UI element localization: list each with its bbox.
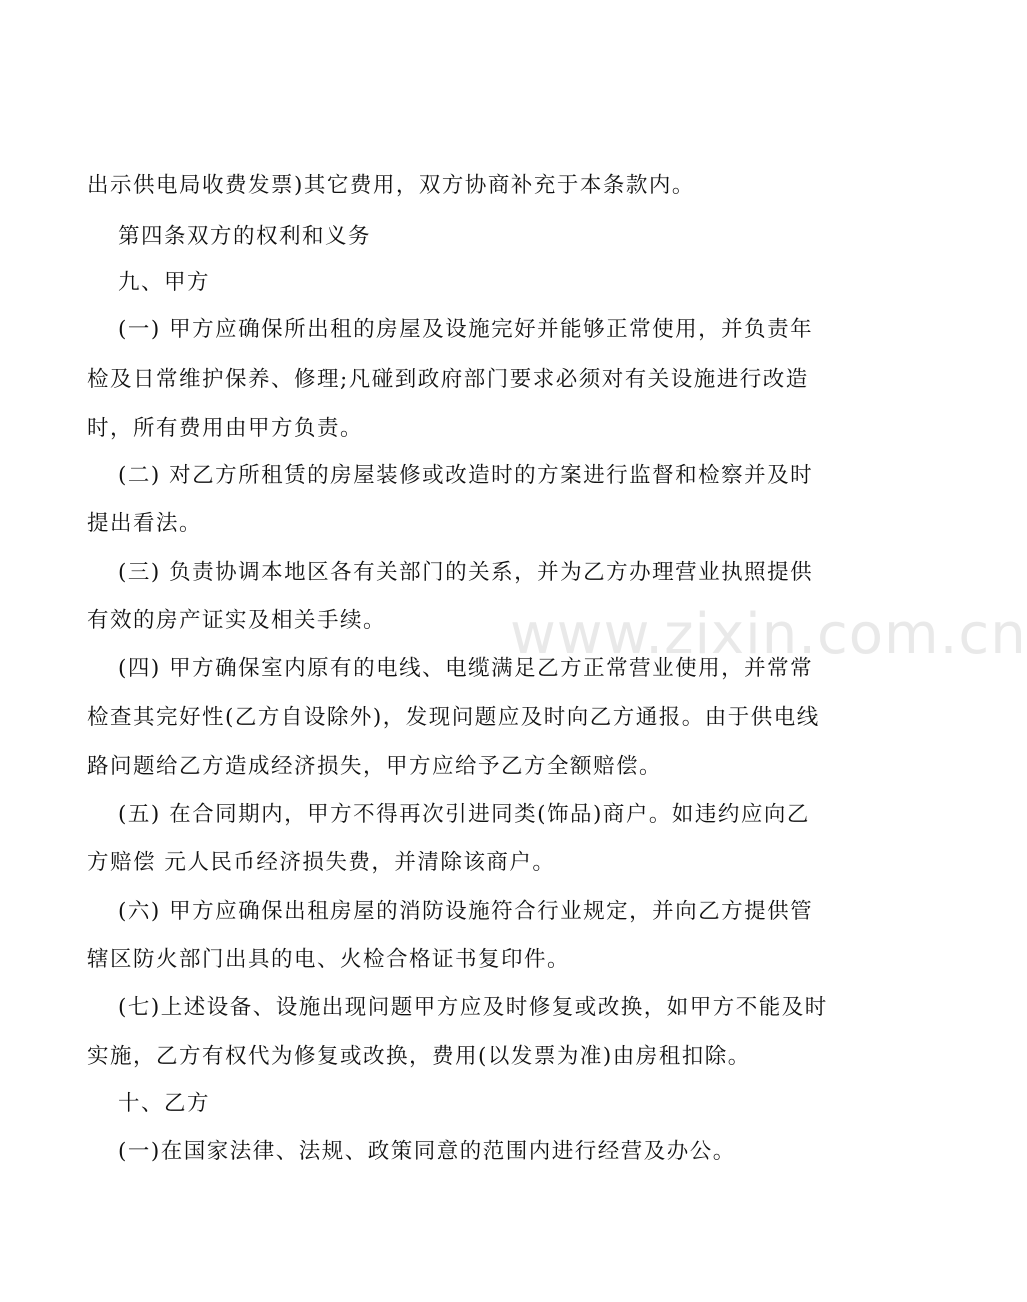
text-line: 出示供电局收费发票)其它费用，双方协商补充于本条款内。 [87,173,695,198]
text-line: (一)在国家法律、法规、政策同意的范围内进行经营及办公。 [118,1139,736,1164]
text-line: 方赔偿 元人民币经济损失费，并清除该商户。 [87,850,556,875]
text-line: 有效的房产证实及相关手续。 [87,608,387,633]
text-line: 检及日常维护保养、修理;凡碰到政府部门要求必须对有关设施进行改造 [87,367,809,392]
text-line: (六) 甲方应确保出租房屋的消防设施符合行业规定，并向乙方提供管 [118,899,814,924]
subsection-heading: 九、甲方 [118,270,211,295]
section-heading: 第四条双方的权利和义务 [118,224,372,249]
text-line: (七)上述设备、设施出现问题甲方应及时修复或改换，如甲方不能及时 [118,995,828,1020]
text-line: 辖区防火部门出具的电、火检合格证书复印件。 [87,947,571,972]
subsection-heading: 十、乙方 [118,1091,211,1116]
watermark: www.zixin.com.cn [510,602,1027,667]
text-line: 提出看法。 [87,511,203,536]
text-line: (一) 甲方应确保所出租的房屋及设施完好并能够正常使用，并负责年 [118,317,814,342]
text-line: 实施，乙方有权代为修复或改换，费用(以发票为准)由房租扣除。 [87,1044,751,1069]
text-line: (三) 负责协调本地区各有关部门的关系，并为乙方办理营业执照提供 [118,560,814,585]
text-line: (五) 在合同期内，甲方不得再次引进同类(饰品)商户。如违约应向乙 [118,802,810,827]
text-line: 检查其完好性(乙方自设除外)，发现问题应及时向乙方通报。由于供电线 [87,705,820,730]
text-line: 路问题给乙方造成经济损失，甲方应给予乙方全额赔偿。 [87,754,663,779]
text-line: (二) 对乙方所租赁的房屋装修或改造时的方案进行监督和检察并及时 [118,463,814,488]
text-line: 时，所有费用由甲方负责。 [87,416,364,441]
text-line: (四) 甲方确保室内原有的电线、电缆满足乙方正常营业使用，并常常 [118,656,814,681]
